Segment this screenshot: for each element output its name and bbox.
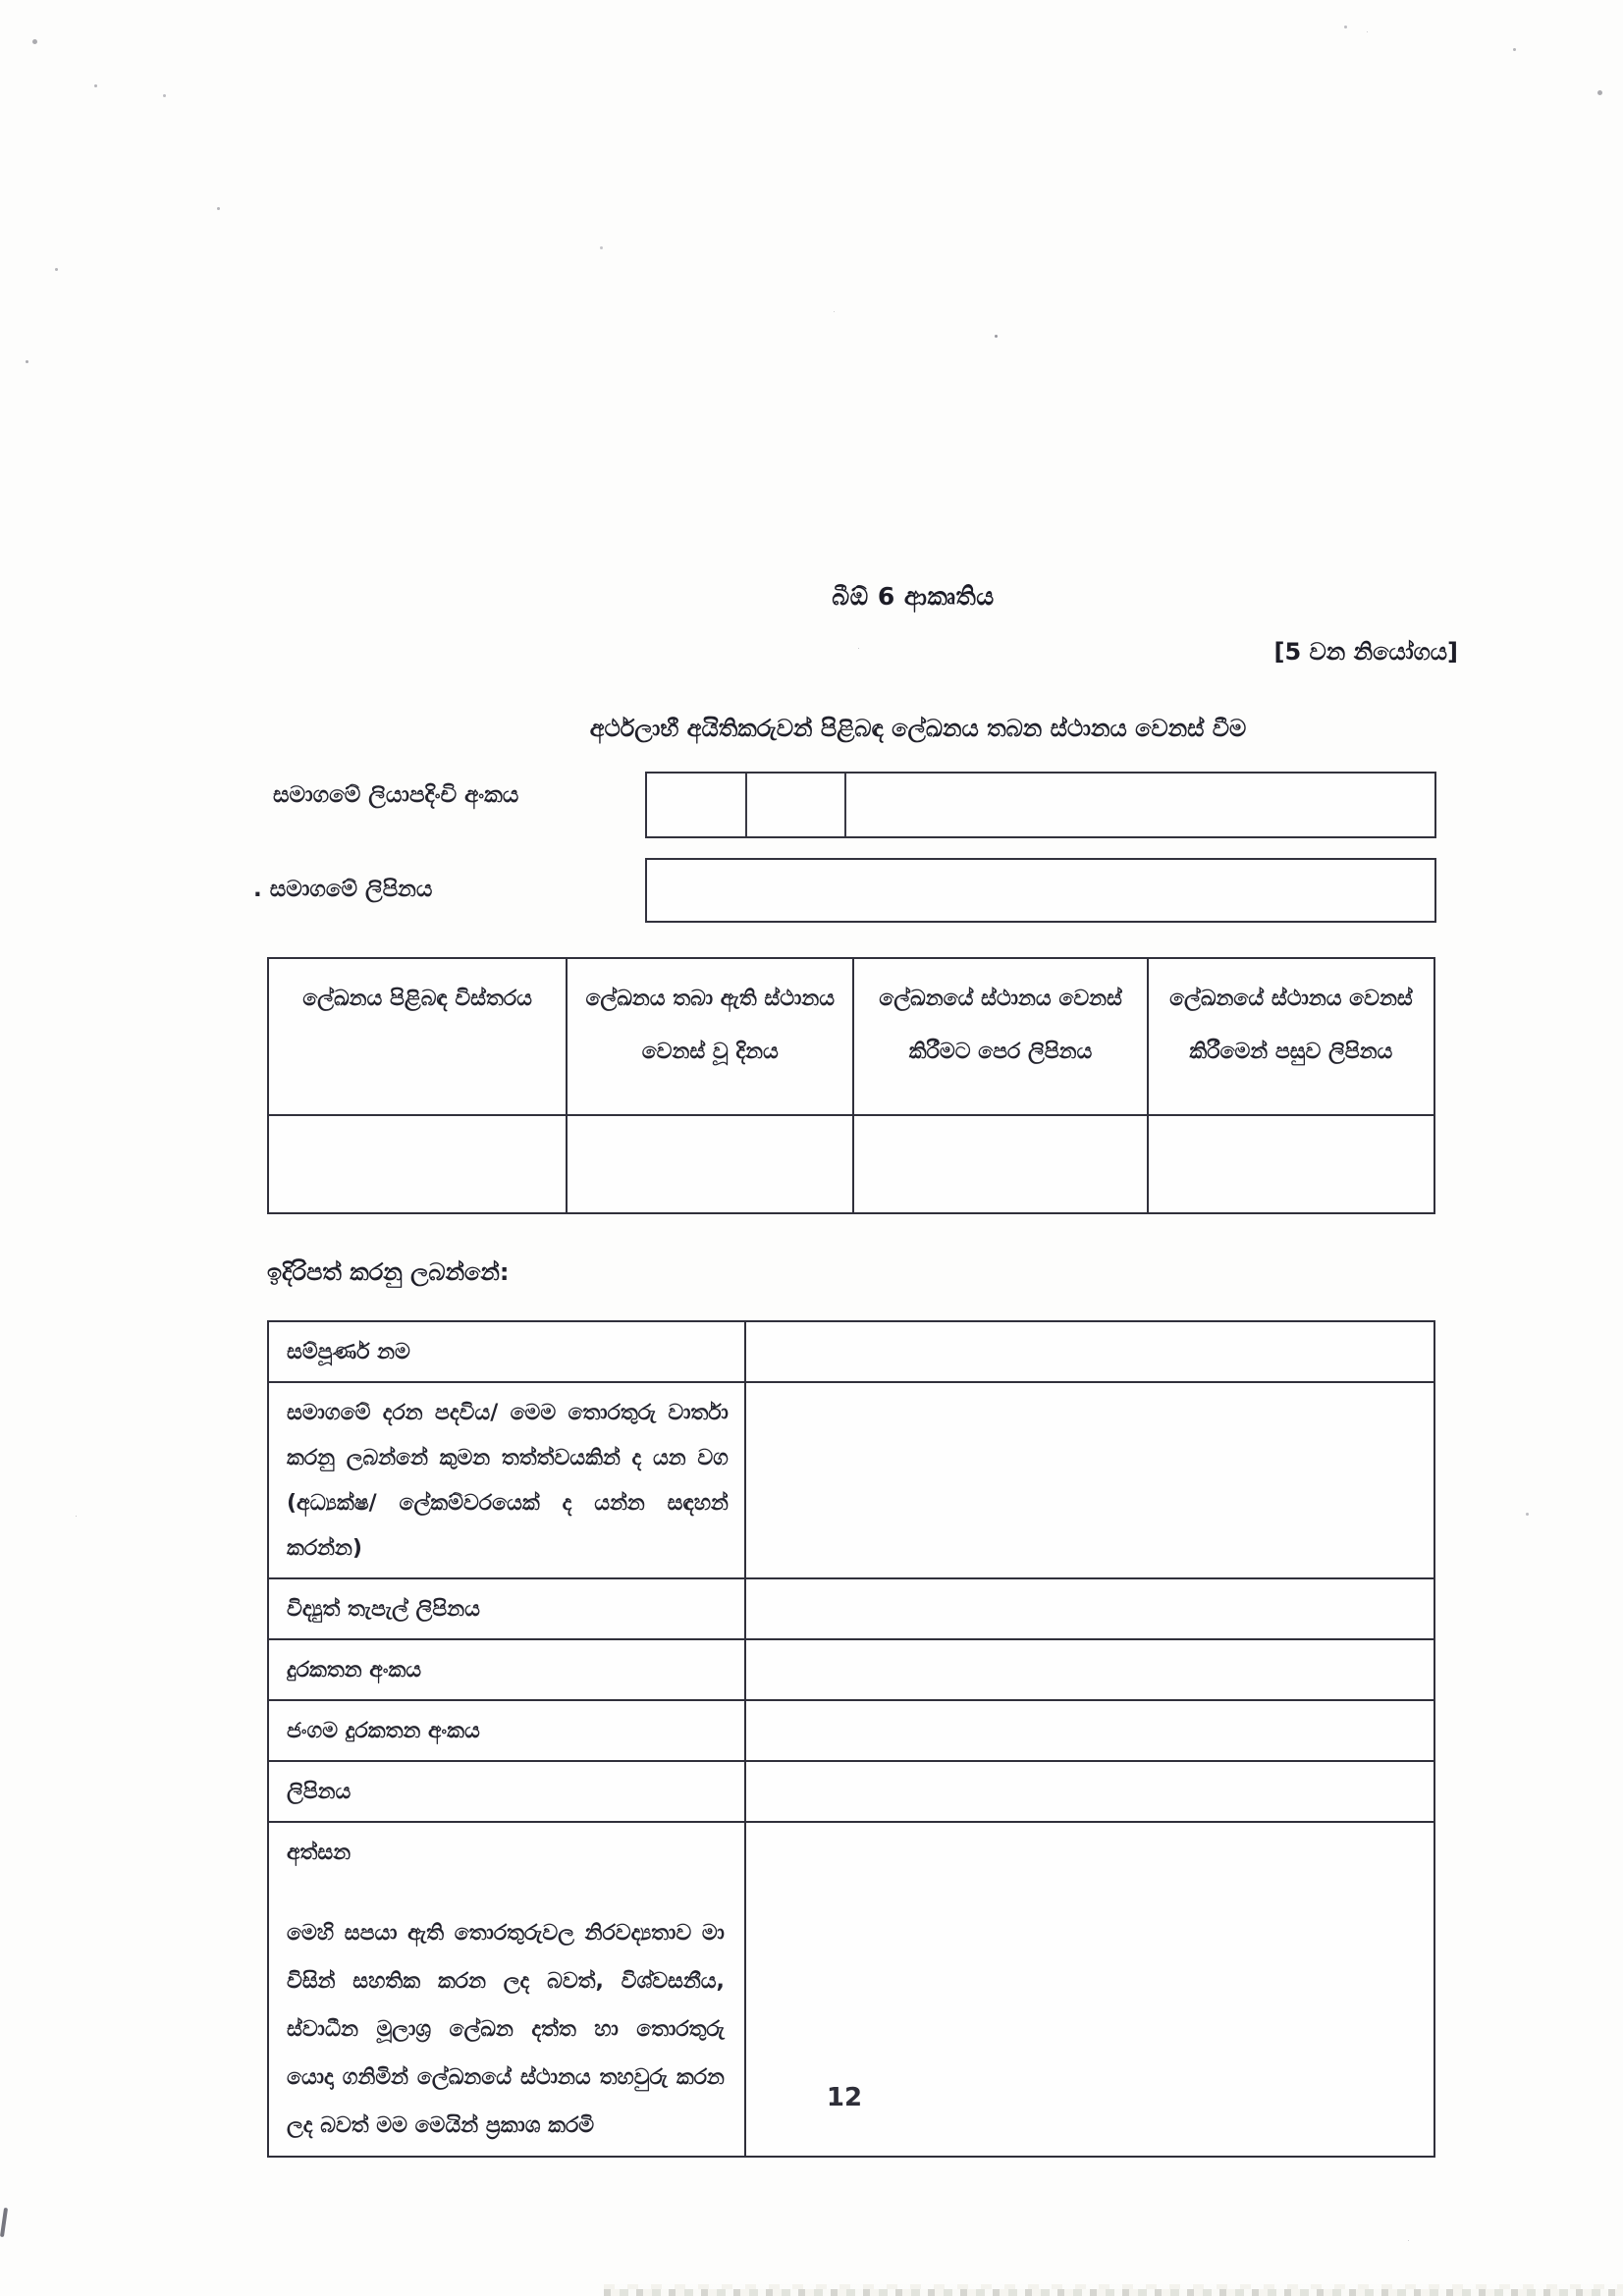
scan-noise: [32, 39, 37, 44]
mobile-label: ජංගම දුරකතන අංකය: [268, 1700, 745, 1761]
change-date-cell: [567, 1115, 853, 1213]
change-date-header: ලේඛනය තබා ඇති ස්ථානය වෙනස් වූ දිනය: [567, 958, 853, 1115]
address-after-cell: [1148, 1115, 1434, 1213]
table-row: [268, 1761, 1434, 1822]
table-row: [268, 1382, 1434, 1578]
signature-cell: [268, 1822, 745, 2157]
address-before-header: ලේඛනයේ ස්ථානය වෙනස් කිරීමට පෙර ලිපිනය: [853, 958, 1147, 1115]
table-row: [268, 1700, 1434, 1761]
address-after-header: ලේඛනයේ ස්ථානය වෙනස් කිරීමෙන් පසුව ලිපිනය: [1148, 958, 1434, 1115]
page-number: 12: [826, 2083, 863, 2112]
table-row: [268, 1321, 1434, 1382]
email-value: [745, 1578, 1434, 1639]
full-name-label: සම්පූර්ණ නම: [268, 1321, 745, 1382]
register-description-header: ලේඛනය පිළිබඳ විස්තරය: [268, 958, 567, 1115]
table-row: [268, 1578, 1434, 1639]
table-row: [268, 1639, 1434, 1700]
register-change-table: [267, 957, 1435, 1214]
register-description-cell: [268, 1115, 567, 1213]
company-address-box: [645, 858, 1436, 923]
registration-number-cell-1: [647, 774, 747, 836]
register-change-entry-row: [268, 1115, 1434, 1213]
email-label: විද්‍යුත් තැපැල් ලිපිනය: [268, 1578, 745, 1639]
company-address-label: . සමාගමේ ලිපිනය: [253, 877, 433, 902]
position-held-value: [745, 1382, 1434, 1578]
bottom-scan-edge: [604, 2289, 1623, 2296]
address-before-cell: [853, 1115, 1147, 1213]
address-label: ලිපිනය: [268, 1761, 745, 1822]
signature-declaration: මෙහි සපයා ඇති තොරතුරුවල නිරවද්‍යතාව මා විසින් සහතික කරන ලද බවත්, විශ්වසනීය, ස්වාධීන මූලාශ්‍ර ලේඛන දත්ත හා තොරතුරු යොදා ගනිමින් ලේඛනයේ ස්ථානය තහවුරු කරන ලද බවත් මම මෙයින් ප්‍රකාශ කරමි: [287, 1921, 725, 2138]
regulation-reference: [5 වන නියෝගය]: [1273, 638, 1458, 666]
position-held-label: සමාගමේ දරන පදවිය/ මෙම තොරතුරු වාර්තා කරනු ලබන්නේ කුමන තත්ත්වයකින් ද යන වග (අධ්‍යක්ෂ/ ලේකම්වරයෙක් ද යන්න සඳහන් කරන්න): [268, 1382, 745, 1578]
telephone-label: දුරකතන අංකය: [268, 1639, 745, 1700]
telephone-value: [745, 1639, 1434, 1700]
submitter-details-table: [267, 1320, 1435, 2158]
full-name-value: [745, 1321, 1434, 1382]
address-value: [745, 1761, 1434, 1822]
registration-number-cell-2: [747, 774, 846, 836]
scan-edge-mark: [0, 2208, 8, 2237]
mobile-value: [745, 1700, 1434, 1761]
registration-number-label: සමාගමේ ලියාපදිංචි අංකය: [273, 782, 519, 808]
signature-label: අත්සන: [287, 1841, 352, 1865]
submitted-by-label: ඉදිරිපත් කරනු ලබන්නේ:: [267, 1258, 510, 1286]
form-heading: අර්ථලාභී අයිතිකරුවන් පිළිබඳ ලේඛනය තබන ස්ථානය වෙනස් වීම: [589, 715, 1247, 742]
registration-number-box: [645, 772, 1436, 838]
form-code-title: බීඕ 6 ආකෘතිය: [832, 582, 995, 611]
register-change-header-row: [268, 958, 1434, 1115]
registration-number-cell-3: [846, 774, 1434, 836]
